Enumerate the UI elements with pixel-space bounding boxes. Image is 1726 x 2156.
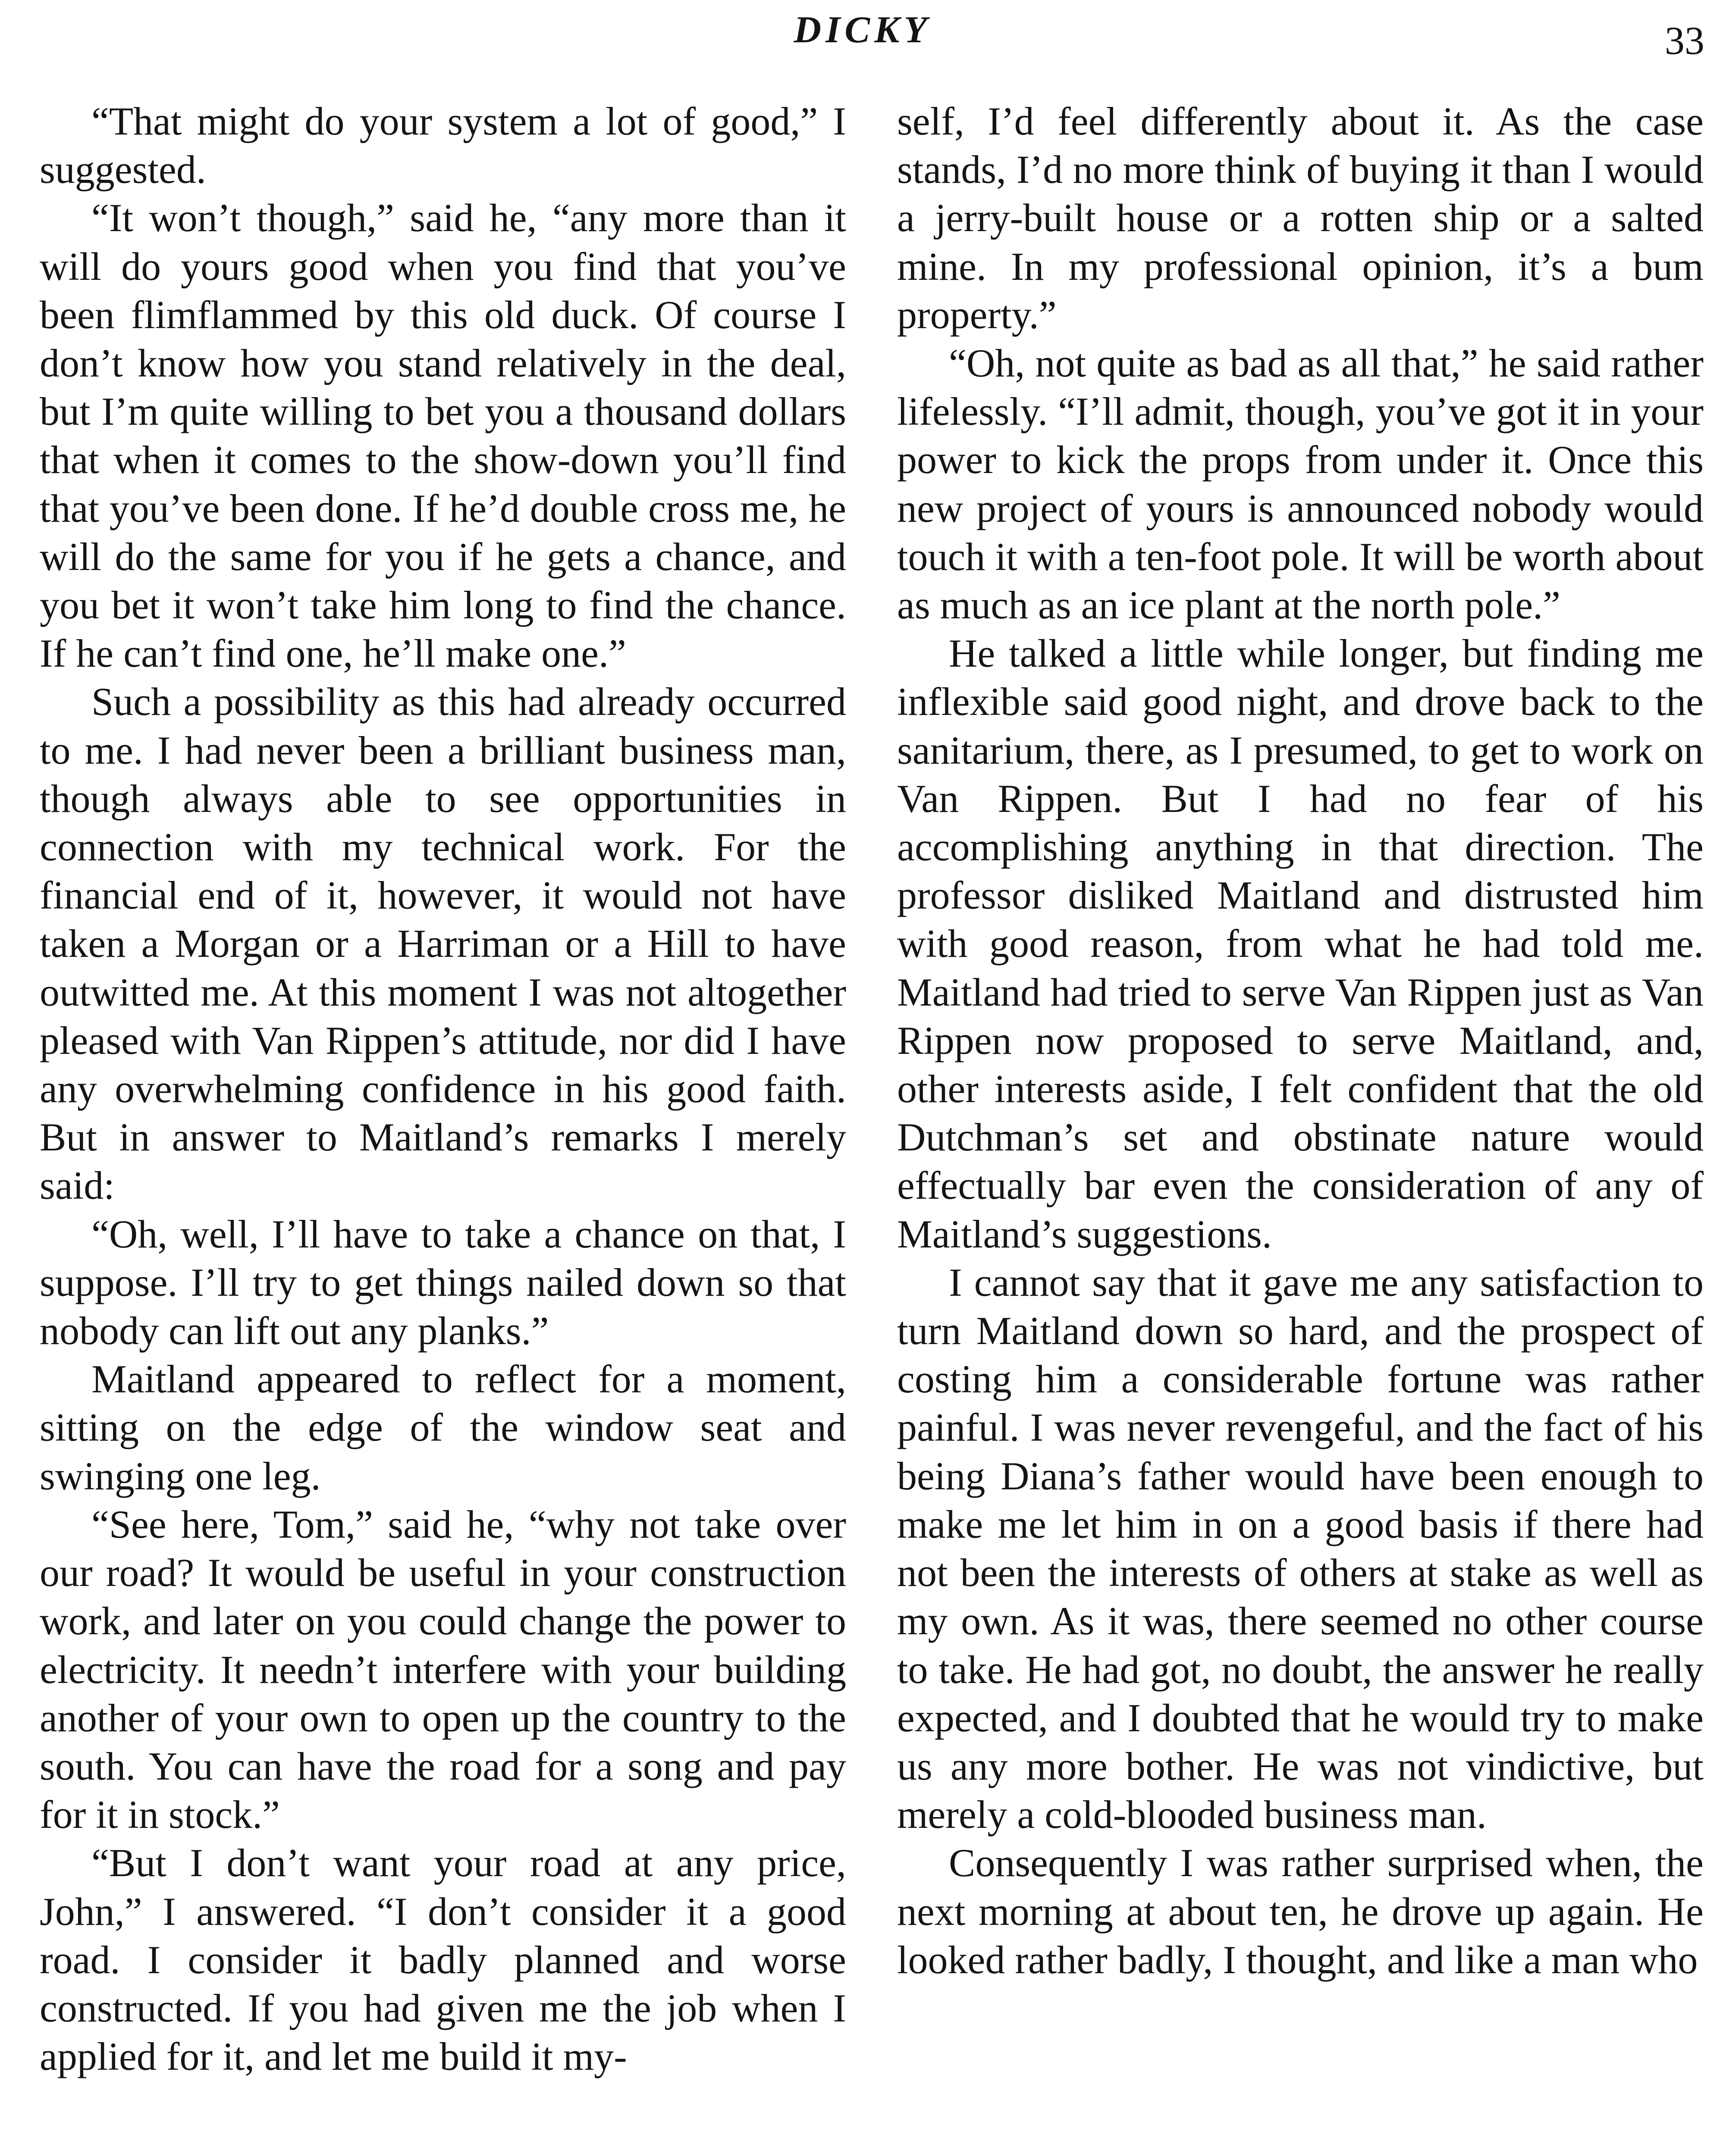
paragraph: Maitland appeared to reflect for a moment, sitting on the edge of the window seat and swinging one leg. [40, 1357, 846, 1498]
paragraph: “Oh, well, I’ll have to take a chance on that, I suppose. I’ll try to get things nailed down so that nobody can lift out any planks.” [40, 1212, 846, 1353]
left-column [40, 97, 846, 2081]
paragraph: “Oh, not quite as bad as all that,” he said rather lifelessly. “I’ll admit, though, you’ve got it in your power to kick the props from under it. Once this new project of yours is announced nobody would touch it with a ten-foot pole. It will be worth about as much as an ice plant at the north pole.” [897, 341, 1704, 627]
running-head-title: DICKY [794, 9, 932, 51]
paragraph-continuation: self, I’d feel differently about it. As the case stands, I’d no more think of buying it than I would a jerry-built house or a rotten ship or a salted mine. In my professional opinion, it’s a bum property.” [897, 99, 1704, 337]
paragraph: “It won’t though,” said he, “any more than it will do yours good when you find that you’ve been flimflammed by this old duck. Of course I don’t know how you stand relatively in the deal, but I’m quite willing to bet you a thousand dollars that when it comes to the show-down you’ll find that you’ve been done. If he’d double cross me, he will do the same for you if he gets a chance, and you bet it won’t take him long to find the chance. If he can’t find one, he’ll make one.” [40, 196, 846, 676]
paragraph: “That might do your system a lot of good,” I suggested. [40, 99, 846, 192]
paragraph: “See here, Tom,” said he, “why not take over our road? It would be useful in your construction work, and later on you could change the power to electricity. It needn’t interfere with your building another of your own to open up the country to the south. You can have the road for a song and pay for it in stock.” [40, 1502, 846, 1837]
paragraph: I cannot say that it gave me any satisfaction to turn Maitland down so hard, and the prospect of costing him a considerable fortune was rather painful. I was never revengeful, and the fact of his being Diana’s father would have been enough to make me let him in on a good basis if there had not been the interests of others at stake as well as my own. As it was, there seemed no other course to take. He had got, no doubt, the answer he really expected, and I doubted that he would try to make us any more bother. He was not vindictive, but merely a cold-blooded business man. [897, 1260, 1704, 1837]
paragraph: Such a possibility as this had already occurred to me. I had never been a brilliant business man, though always able to see opportunities in connection with my technical work. For the financial end of it, however, it would not have taken a Morgan or a Harriman or a Hill to have outwitted me. At this moment I was not altogether pleased with Van Rippen’s attitude, nor did I have any overwhelming confidence in his good faith. But in answer to Maitland’s remarks I merely said: [40, 680, 846, 1208]
right-column [897, 97, 1704, 1984]
paragraph: “But I don’t want your road at any price, John,” I answered. “I don’t consider it a good road. I consider it badly planned and worse constructed. If you had given me the job when I applied for it, and let me build it my- [40, 1841, 846, 2079]
paragraph: He talked a little while longer, but finding me inflexible said good night, and drove back to the sanitarium, there, as I presumed, to get to work on Van Rippen. But I had no fear of his accomplishing anything in that direction. The professor disliked Maitland and distrusted him with good reason, from what he had told me. Maitland had tried to serve Van Rippen just as Van Rippen now proposed to serve Maitland, and, other interests aside, I felt confident that the old Dutchman’s set and obstinate nature would effectually bar even the consideration of any of Maitland’s suggestions. [897, 631, 1704, 1256]
paragraph: Consequently I was rather surprised when, the next morning at about ten, he drove up again. He looked rather badly, I thought, and like a man who [897, 1841, 1704, 1982]
page-number: 33 [1665, 19, 1704, 63]
